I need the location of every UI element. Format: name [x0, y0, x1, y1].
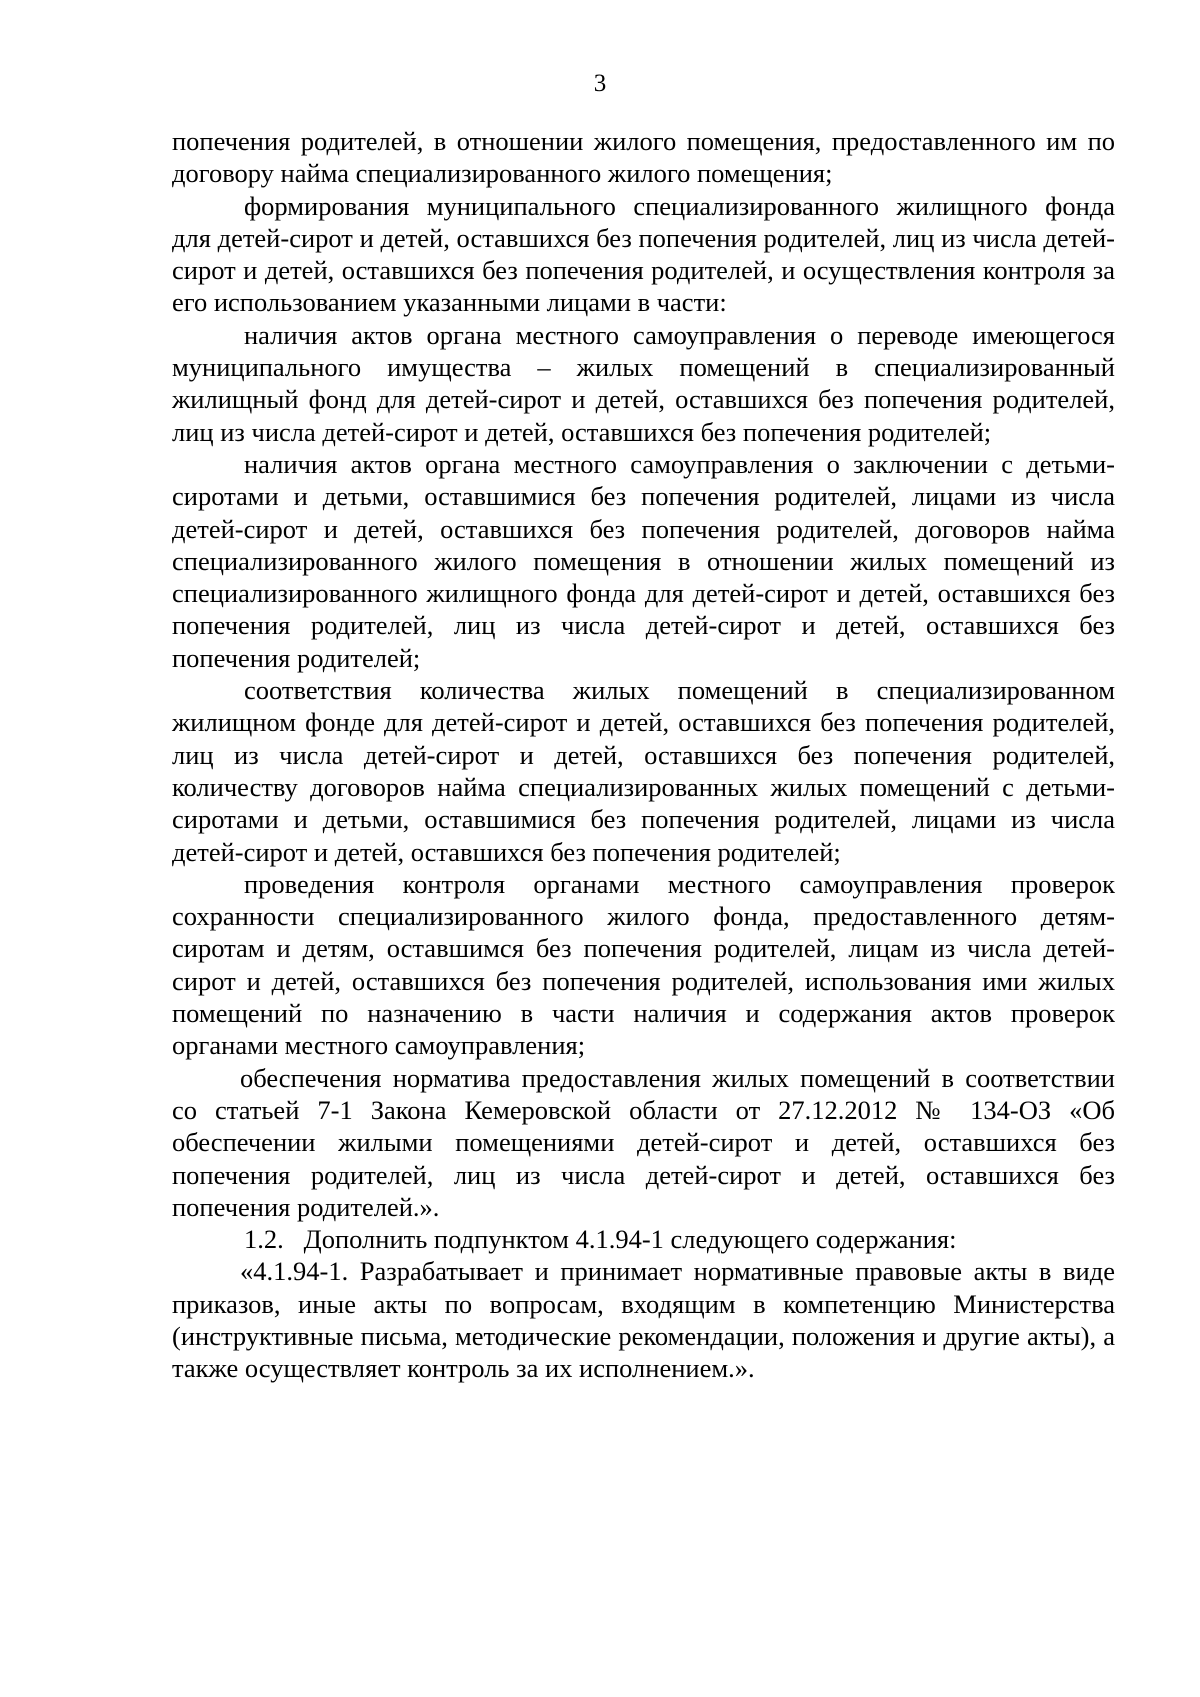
paragraph-formation: формирования муниципального специализированного жилищного фонда для детей-сирот и детей, оставшихся без попечения родителей, лиц из числа детей-сирот и детей, оставшихся без попечения родителей, и осуществления контроля за его использованием указанными лицами в части: — [172, 190, 1115, 318]
paragraph-quantity-match: соответствия количества жилых помещений в специализированном жилищном фонде для детей-сирот и детей, оставшихся без попечения родителей, лиц из числа детей-сирот и детей, оставшихся без попечения родителей, количеству договоров найма специализированных жилых помещений с детьми-сиротами и детьми, оставшимися без попечения родителей, лицами из числа детей-сирот и детей, оставшихся без попечения родителей; — [172, 675, 1115, 867]
paragraph-subclause-4-1-94-1: «4.1.94-1. Разрабатывает и принимает нормативные правовые акты в виде приказов, иные акты по вопросам, входящим в компетенцию Министерства (инструктивные письма, методические рекомендации, положения и другие акты), а также осуществляет контроль за их исполнением.». — [172, 1256, 1115, 1384]
paragraph-clause-1-2: 1.2. Дополнить подпунктом 4.1.94-1 следующего содержания: — [244, 1224, 957, 1255]
paragraph-continuation: попечения родителей, в отношении жилого помещения, предоставленного им по договору найма специализированного жилого помещения; — [172, 126, 1115, 189]
document-body — [172, 125, 1115, 1385]
paragraph-norm-provision: обеспечения норматива предоставления жилых помещений в соответствии со статьей 7-1 Закона Кемеровской области от 27.12.2012 № 134-ОЗ «Об обеспечении жилыми помещениями детей-сирот и детей, оставшихся без попечения родителей, лиц из числа детей-сирот и детей, оставшихся без попечения родителей.». — [172, 1062, 1115, 1222]
paragraph-transfer-acts: наличия актов органа местного самоуправления о переводе имеющегося муниципального имущества – жилых помещений в специализированный жилищный фонд для детей-сирот и детей, оставшихся без попечения родителей, лиц из числа детей-сирот и детей, оставшихся без попечения родителей; — [172, 319, 1115, 447]
page-number: 3 — [593, 70, 607, 97]
paragraph-contract-acts: наличия актов органа местного самоуправления о заключении с детьми-сиротами и детьми, оставшимися без попечения родителей, лицами из числа детей-сирот и детей, оставшихся без попечения родителей, договоров найма специализированного жилого помещения в отношении жилых помещений из специализированного жилищного фонда для детей-сирот и детей, оставшихся без попечения родителей, лиц из числа детей-сирот и детей, оставшихся без попечения родителей; — [172, 448, 1115, 673]
paragraph-inspection-control: проведения контроля органами местного самоуправления проверок сохранности специализированного жилого фонда, предоставленного детям-сиротам и детям, оставшимся без попечения родителей, лицам из числа детей-сирот и детей, оставшихся без попечения родителей, использования ими жилых помещений по назначению в части наличия и содержания актов проверок органами местного самоуправления; — [172, 868, 1115, 1061]
